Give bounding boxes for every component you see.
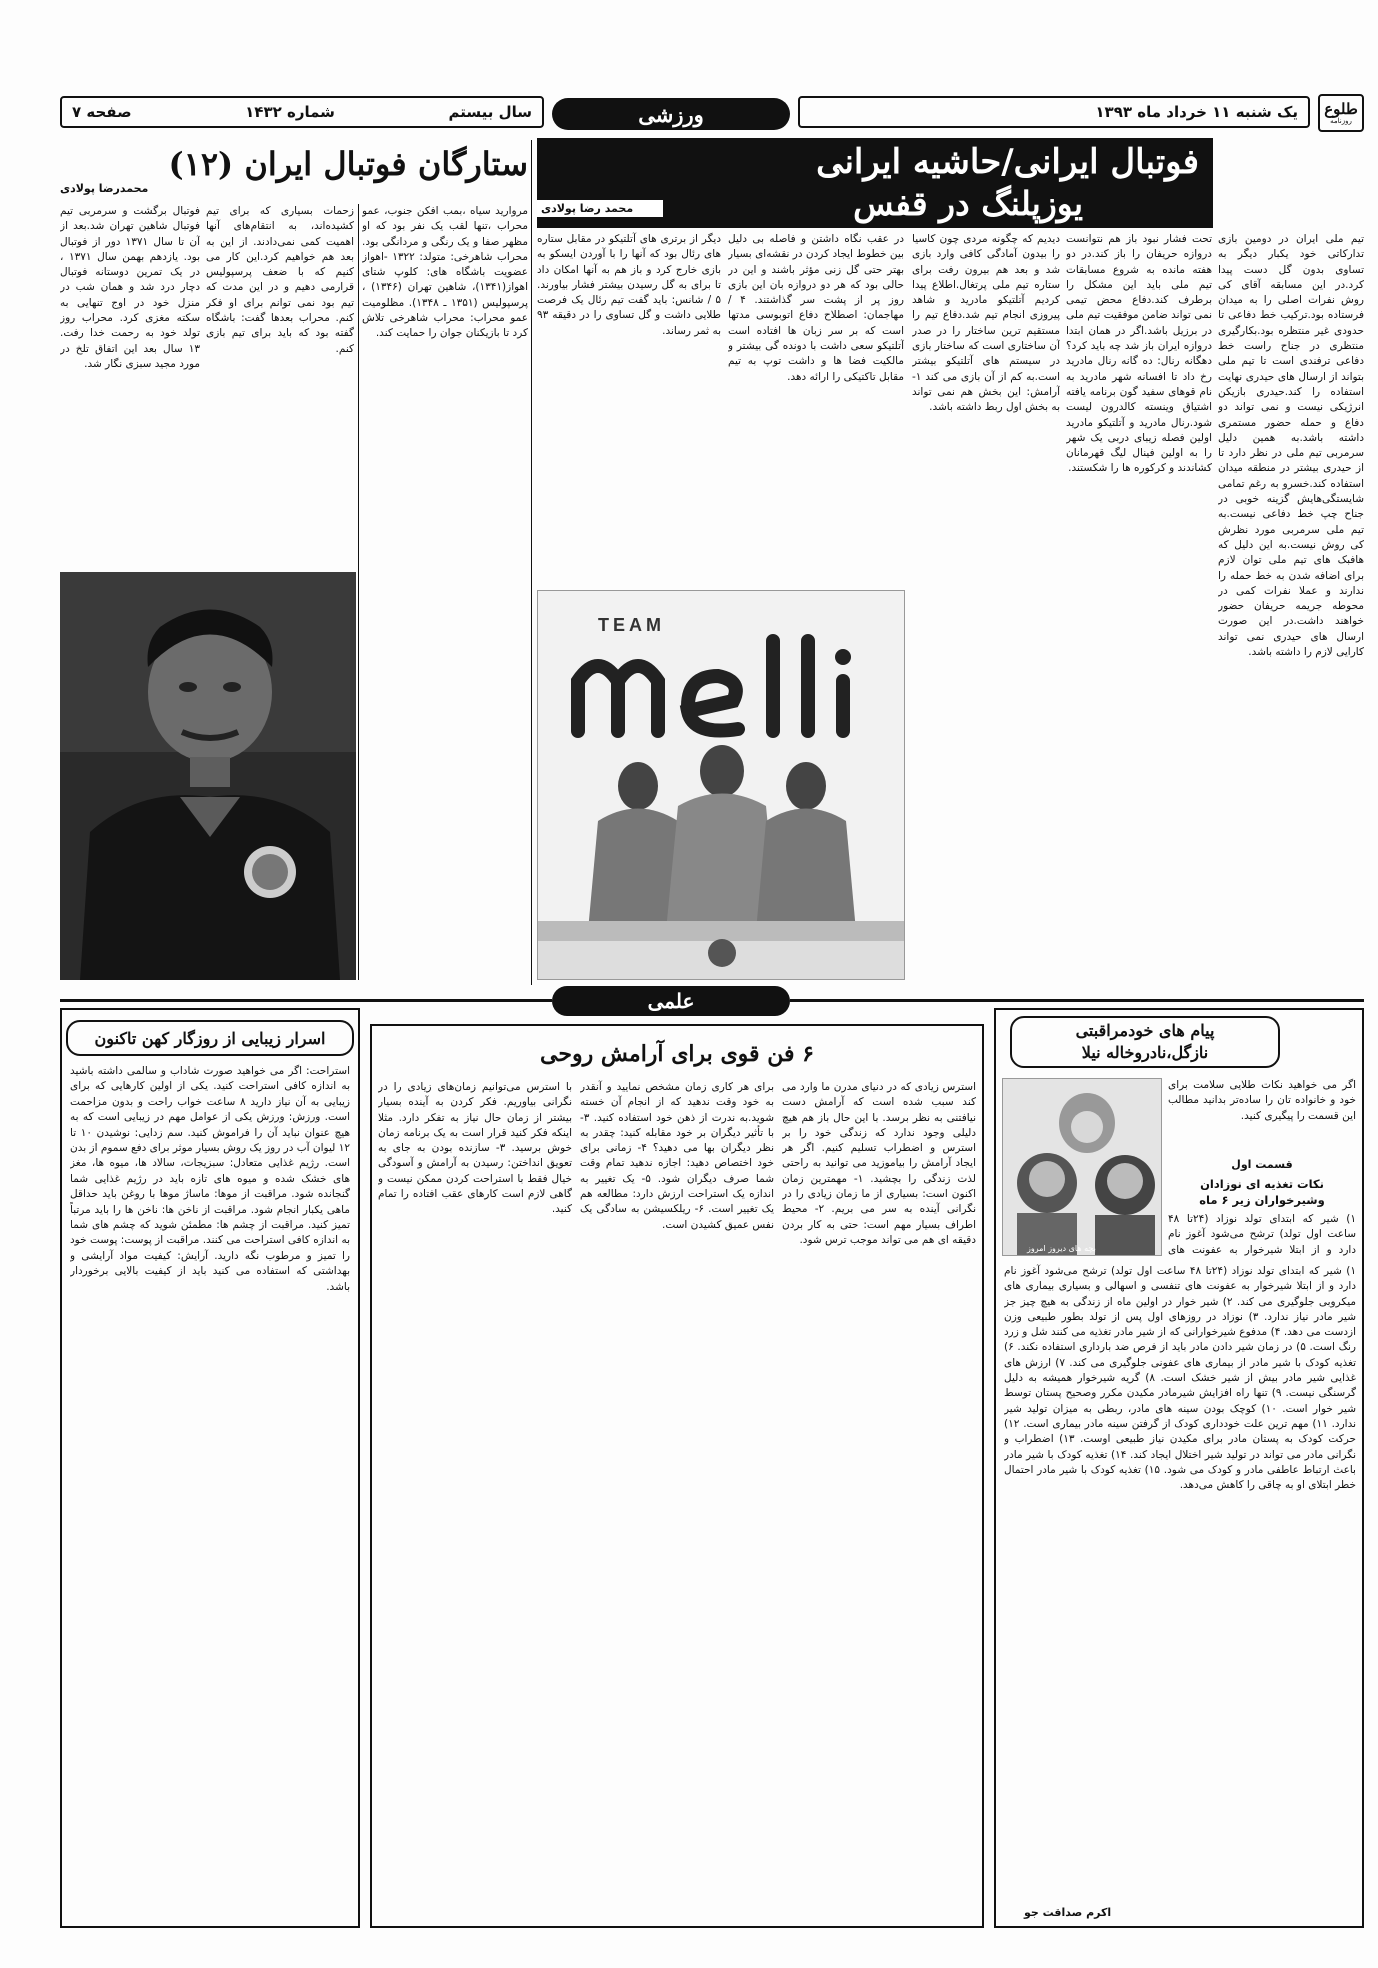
section-label: ورزشی <box>638 101 704 127</box>
main-col-2: تحت فشار نبود باز هم نتوانست دروازه حریفان را باز کند.در دو هفته مانده به شروع مسابقات تیم ملی باید این مشکل را برطرف کند.دفاع محض تیمی نمی تواند ضامن موفقیت تیم ملی در برزیل باشد.اگر در همان ابتدا دروازه ایران باز شد چه باید کرد؟ دهگانه رنال: ده گانه رنال مادرید رخ داد تا افسانه شهر مادرید به نام قوهای سفید گون برنامه یافته اشتیاق وینسته کالدرون لیست شود.رنال مادرید و آتلتیکو مادرید اولین فصله زیبای دربی یک شهر را به اولین فینال لیگ قهرمانان کشاندند و کرکوره ها را شکستند. <box>1066 233 1212 475</box>
science-title: ۶ فن قوی برای آرامش روحی <box>540 1041 814 1067</box>
stars-col-3: مروارید سیاه ،بمب افکن جنوب، عمو محراب ،تنها لقب یک نفر بود که او مظهر صفا و یک رنگی و مردانگی بود. محراب شاهرخی: متولد: ۱۳۲۲ -اهواز عضویت باشگاه های: کلوپ شتای اهواز(۱۳۴۱)، شاهین تهران (۱۳۴۶) ، پرسپولیس (۱۳۵۱ ـ ۱۳۴۸). مظلومیت عمو محراب: محراب شاهرخی تلاش کرد تا بازیکنان جوان را حمایت کند. <box>362 205 528 340</box>
issue-number: شماره ۱۴۳۲ <box>245 103 335 121</box>
health-part: قسمت اول <box>1231 1158 1293 1171</box>
page-number: صفحه ۷ <box>72 103 132 121</box>
section-pill-science <box>552 986 790 1016</box>
logo <box>1318 94 1364 132</box>
beauty-title <box>66 1020 354 1056</box>
health-title-line1: پیام های خودمراقبتی <box>1075 1021 1215 1040</box>
player-photo-graphic <box>60 572 356 980</box>
science-col-3: با استرس می‌توانیم زمان‌های زیادی را در نگرانی بیاوریم. فکر کردن به آینده بسیار بیشتر از زمان حال نیاز به تفکر دارد. مثلا اینکه فکر کنید قرار است به یک برنامه زمان خوش برسید. ۳- سازنده بودن به جای به تعویق انداختن: رسیدن به آرامش و آسودگی خیال فقط با استراحت کردن ممکن نیست و گاهی لازم است کارهای عقب افتاده را تمام کنید. <box>378 1081 572 1216</box>
health-subtitle: نکات تغذیه ای نوزادان وشیرخواران زیر ۶ ماه <box>1199 1177 1325 1207</box>
health-title <box>1010 1016 1280 1068</box>
science-col-1: استرس زیادی که در دنیای مدرن ما وارد می کند سبب شده است که آرامش دست نیافتنی به نظر برسد. با این حال باز هم هیچ دلیلی وجود ندارد که زندگی خود را بر استرس و اضطراب تسلیم کنیم. اگر هر ایجاد آرامش را بیاموزید می توانید به راحتی لذت زندگی را بچشید. ۱- مهمترین زمان اکنون است: بسیاری از ما زمان زیادی را در نگرانی آینده به سر می بریم. ۲- محیط اطراف بسیار مهم است: حتی به کار بردن دقیقه ای هم می تواند موجب ترس شود. <box>782 1081 976 1246</box>
stars-divider <box>358 204 359 980</box>
main-subheadline: یوزپلنگ در قفس <box>853 184 1083 223</box>
section-rule-left <box>60 999 552 1002</box>
logo-subtext: روزنامه <box>1330 116 1352 125</box>
science-section-label: علمی <box>647 989 695 1013</box>
poster-team-text: TEAM <box>598 615 665 635</box>
stars-col-1: فوتبال برگشت و سرمربی تیم فوتبال شاهین تهران شد.بعد از آن تا سال ۱۳۷۱ دور از فوتبال بود. یازدهم بهمن سال ۱۳۷۱ ، در یک تمرین دوستانه فوتبال دچار درد شد و همان شب در منزل خود در اوج تنهایی به سکته مغزی کرد. محراب روز تولد خود به رحمت خدا رفت. ۱۳ سال بعد این اتفاق تلخ در مورد مجید سبزی نگار شد. <box>60 205 200 370</box>
section-rule-right <box>790 999 1364 1002</box>
poster-graphic <box>538 591 905 980</box>
main-col-5: دیگر از برتری های آتلتیکو در مقابل ستاره های رئال بود که آنها را با آوردن ایسکو به بازی خارج کرد و باز هم به آنها امکان داد تا برای به گل رسیدن بیشتر فشار بیاورند. ۵ / شانس: باید گفت تیم رئال یک فرصت طلایی داشت و گل تساوی را در دقیقه ۹۳ به ثمر رساند. <box>537 233 721 337</box>
stars-col-2: زحمات بسیاری که برای تیم کشیده‌اند، به انتقام‌های آنها اهمیت کمی نمی‌دادند. از این به بعد هم خواهیم کرد.این کار می کنیم که با ضعف پرسپولیس قرارمی دهیم و در این مدت که تیم بود نمی توانم برای او فکر کنم. محراب بعدها گفت: باشگاه گفته بود که باید برای تیم بازی کنم. <box>206 205 354 355</box>
year-text: سال بیستم <box>448 103 532 121</box>
health-intro: اگر می خواهید نکات طلایی سلامت برای خود و خانواده تان را ساده‌تر بدانید مطالب این قسمت را پیگیری کنید. <box>1168 1079 1356 1122</box>
column-divider <box>531 140 532 985</box>
stars-title: ستارگان فوتبال ایران (۱۲) <box>168 145 528 183</box>
main-headline: فوتبال ایرانی/حاشیه ایرانی <box>816 142 1199 182</box>
health-text-top: ۱) شیر که ابتدای تولد نوزاد (۲۴تا ۴۸ ساعت اول تولد) ترشح می‌شود آغوز نام دارد و از ابتلا شیرخوار به عفونت های <box>1168 1213 1356 1256</box>
beauty-title-text: اسرار زیبایی از روزگار کهن تاکنون <box>94 1028 326 1048</box>
player-photo <box>60 572 356 980</box>
illustration-caption: بچه های دیروز امروز <box>1027 1244 1096 1253</box>
main-col-3: دیدیم که چگونه مردی چون کاسیا را بیدون آمادگی کافی وارد بازی شد و بعد هم بیرون رفت برای ستاره تیم ملی پرتغال.اطلاع پیدا کردیم آتلتیکو مادرید و شاهد پیروزی انجام تیم شد.دفاع تیم را مستقیم ترین ساختار را در صدر آن ساختاری است که ساختار بازی در سیستم های آتلتیکو بیشتر است.به کم از آن بازی می کند ۱- آرامش: این بخش هم نمی تواند به بخش اول ربط داشته باشد. <box>912 233 1060 414</box>
health-illustration <box>1002 1078 1162 1256</box>
team-melli-poster <box>537 590 905 980</box>
stars-author: محمدرضا پولادی <box>60 182 149 195</box>
date-box <box>798 96 1310 128</box>
health-text: ۱) شیر که ابتدای تولد نوزاد (۲۴تا ۴۸ ساعت اول تولد) ترشح می‌شود آغوز نام دارد و از ابتلا شیرخوار به عفونت های تنفسی و اسهالی و بسیاری بیماری های میکروبی جلوگیری می کند. ۲) شیر خوار در اولین ماه از زندگی به هیچ چیز جز شیر مادر نیاز ندارد. ۳) نوزاد در روزهای اول پس از تولد بطور طبیعی وزن ازدست می دهد. ۴) مدفوع شیرخوارانی که از شیر مادر تغذیه می کنند شل و زرد رنگ است. ۵) در زمان شیر دادن مادر باید از فرص ضد بارداری استفاده نکند. ۶) تغذیه کودک با شیر مادر از بیماری های عفونی جلوگیری می کند. ۷) ارزش های غذایی شیر مادر بیش از شیر خشک است. ۸) گریه شیرخوار همیشه به دلیل گرسنگی نیست. ۹) تنها راه افزایش شیرمادر مکیدن مکرر وصحیح پستان توسط شیر خوار است. ۱۰) کوچک بودن سینه های مادر، ربطی به میزان تولید شیر ندارد. ۱۱) مهم ترین علت خودداری کودک از گرفتن سینه مادر بیماری است. ۱۲) حرکت کودک به پستان مادر برای مکیدن نیاز طبیعی اوست. ۱۳) اضطراب و نگرانی مادر می تواند در تولید شیر اختلال ایجاد کند. ۱۴) تغذیه کودک با شیر مادر باعث ارتباط عاطفی مادر و کودک می شود. ۱۵) تغذیه کودک با شیر مادر احتمال خطر ابتلای او به چاقی را کاهش می‌دهد. <box>1004 1265 1356 1492</box>
issue-box <box>60 96 544 128</box>
puppets-graphic <box>1003 1079 1162 1256</box>
logo-text: طلوع <box>1324 99 1358 118</box>
main-author: محمد رضا پولادی <box>537 200 663 217</box>
main-col-1: تیم ملی ایران در دومین بازی تدارکاتی خود یکبار دیگر به تساوی بدون گل دست پیدا کرد.در این مسابقه آقای کی روش نفرات اصلی را به میدان فرستاده بود.ترکیب خط دفاعی تا حدودی غیر منتظره بود.بکارگیری منتظری در جناح راست خط دفاعی ترفندی است تا تیم ملی بتواند از ارسال های حیدری نهایت استفاده را کند.حیدری بازیکن انرژیکی نیست و نمی تواند دو دفاع و حمله حضور مستمری داشته باشد.به همین دلیل سرمربی تیم ملی در نظر دارد تا از حیدری بیشتر در منطقه میدان استفاده کند.خسرو به رغم تمامی شایستگی‌هایش گزینه خوبی در جناح چپ خط دفاعی نیست.به تیم ملی سرمربی مورد نظرش کی روش نیست.به این دلیل که هافبک های تیم ملی توان لازم برای اضافه شدن به خط حمله را ندارند و عملا نفرات کمی در محوطه جریمه حریفان حضور خواهند داشت.در این صورت ارسال های حیدری نمی تواند کارایی لازم را داشته باشد. <box>1218 233 1364 659</box>
date-text: یک شنبه ۱۱ خرداد ماه ۱۳۹۳ <box>1095 103 1298 121</box>
science-col-2: برای هر کاری زمان مشخص نمایید و آنقدر به خود وقت ندهید که از انجام آن خسته شوید.به ندرت از ذهن خود استفاده کنید. ۳- با تأثیر دیگران بر خود مقابله کنید: چقدر به نظر دیگران بها می دهید؟ ۴- زمانی برای خود اختصاص دهید: اجازه ندهید تمام وقت شما صرف دیگران شود. ۵- یک تغییر به اندازه یک استراحت ارزش دارد: مطالعه هم یک تغییر است. ۶- ریلکسیشن به سادگی یک نفس عمیق کشیدن است. <box>580 1081 774 1231</box>
section-pill-sports <box>552 98 790 130</box>
beauty-text: استراحت: اگر می خواهید صورت شاداب و سالمی داشته باشید به اندازه کافی استراحت کنید. یکی از اولین کارهایی که برای زیبایی به آن نیاز دارید ۸ ساعت خواب راحت و بدون مزاحمت است. ورزش: ورزش یکی از عوامل مهم در زیبایی است که به هیچ عنوان نباید آن را فراموش کنید. سم زدایی: نوشیدن ۱۰ تا ۱۲ لیوان آب در روز یک روش بسیار موثر برای دفع سموم از بدن است. رژیم غذایی متعادل: سبزیجات، سالاد ها، میوه ها، مغز های خشک شده و میوه های تازه باید در رژیم غذایی شما گنجانده شود. مراقبت از موها: ماساژ موها با روغن باید حداقل ماهی یکبار انجام شود. مراقبت از ناخن ها: ناخن ها را باید مرتباً تمیز کنید. مراقبت از چشم ها: مطمئن شوید که چشم های شما به اندازه کافی استراحت می کنند. مراقبت از پوست: پوست خود را تمیز و مرطوب نگه دارید. آرایش: کیفیت مواد آرایشی و بهداشتی که استفاده می کنید باید از کیفیت بالایی برخوردار باشد. <box>70 1065 350 1293</box>
main-col-4: در عقب نگاه داشتن و فاصله بی دلیل بین خطوط ایجاد کردن در نقشه‌ای بسیار بهتر حتی گل زنی مؤثر باشند و این در حالی بود که هر دو دروازه بان این بازی روز پر از پشت سر گذاشتند. ۴ / مهاجمان: اصطلاح دفاع اتوبوسی مدتها است که بر سر زبان ها افتاده است آتلتیکو سعی داشت با دونده گی بیشتر و مالکیت فضا ها و داشت توپ به تیم مقابل تاکتیکی را ارائه دهد. <box>728 233 904 383</box>
health-title-line2: نازگل،نادروخاله نیلا <box>1081 1043 1209 1062</box>
health-author: اکرم صداقت جو <box>1024 1906 1112 1919</box>
